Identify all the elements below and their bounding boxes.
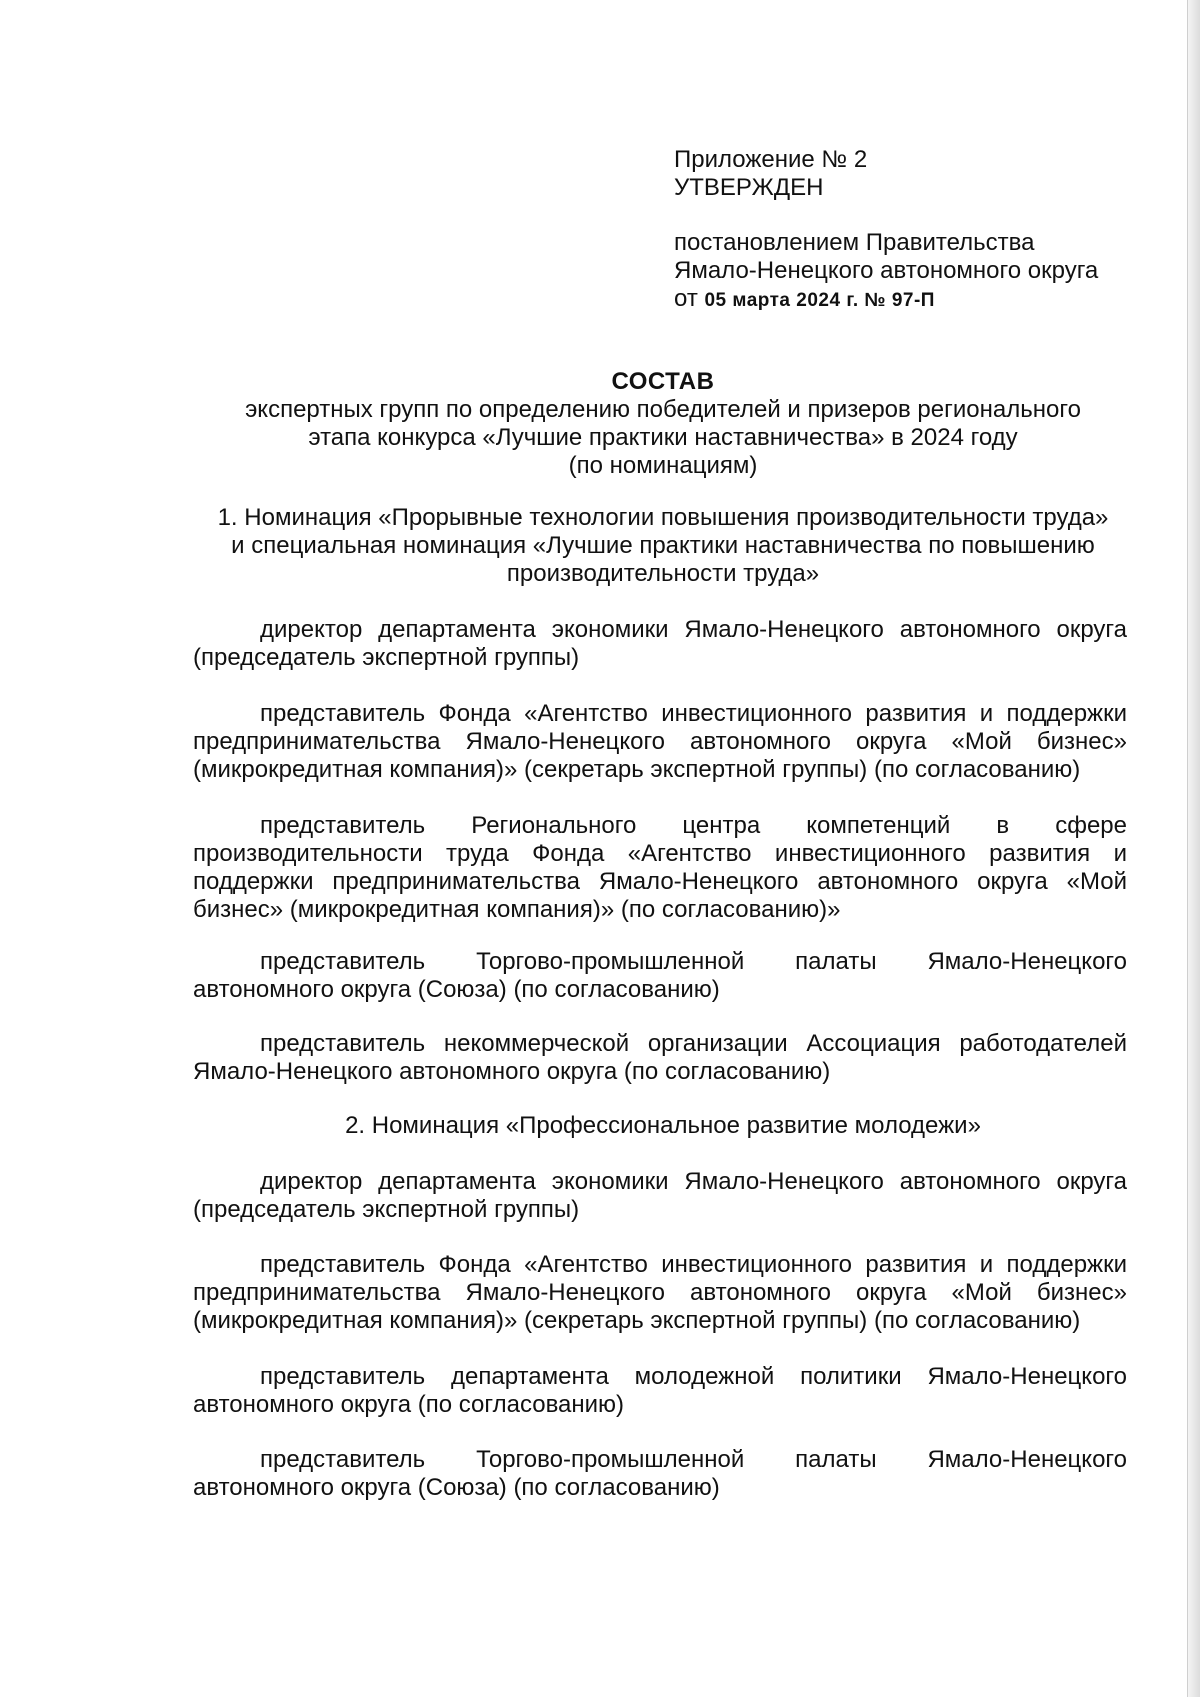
approval-status: УТВЕРЖДЕН (674, 174, 824, 201)
approval-date-prefix: от (674, 285, 705, 312)
section-2-heading: 2. Номинация «Профессиональное развитие молодежи» (345, 1112, 981, 1139)
approval-date-number: 05 марта 2024 г. № 97-П (704, 290, 935, 311)
section-1-member-5: представитель некоммерческой организации Ассоциация работодателей Ямало-Ненецкого автономного округа (по согласованию) (193, 1030, 1127, 1085)
approval-resolution: постановлением Правительства (674, 229, 1035, 256)
section-2-member-2: представитель Фонда «Агентство инвестиционного развития и поддержки предпринимательства Ямало-Ненецкого автономного округа «Мой бизнес» (микрокредитная компания)» (секретарь экспертной группы) (по согласованию) (193, 1251, 1127, 1334)
section-1-member-1: директор департамента экономики Ямало-Ненецкого автономного округа (председатель экспертной группы) (193, 616, 1127, 671)
section-1-heading: 1. Номинация «Прорывные технологии повышения производительности труда» и специальная номинация «Лучшие практики наставничества по повышению производительности труда» (217, 504, 1109, 587)
page-edge-shadow (1187, 0, 1200, 1697)
section-1-member-3: представитель Регионального центра компетенций в сфере производительности труда Фонда «Агентство инвестиционного развития и поддержки предпринимательства Ямало-Ненецкого автономного округа «Мой бизнес» (микрокредитная компания)» (по согласованию)» (193, 812, 1127, 923)
document-title: СОСТАВ (611, 368, 715, 395)
approval-date-line (674, 285, 1144, 315)
document-subtitle-line3: (по номинациям) (568, 452, 758, 479)
approval-authority: Ямало-Ненецкого автономного округа (674, 257, 1099, 284)
document-subtitle-line1: экспертных групп по определению победителей и призеров регионального (245, 396, 1081, 423)
section-1-member-4: представитель Торгово-промышленной палаты Ямало-Ненецкого автономного округа (Союза) (по согласованию) (193, 948, 1127, 1003)
appendix-number: Приложение № 2 (674, 146, 868, 173)
section-2-member-4: представитель Торгово-промышленной палаты Ямало-Ненецкого автономного округа (Союза) (по согласованию) (193, 1446, 1127, 1501)
document-title-block (193, 368, 1133, 480)
section-1-member-2: представитель Фонда «Агентство инвестиционного развития и поддержки предпринимательства Ямало-Ненецкого автономного округа «Мой бизнес» (микрокредитная компания)» (секретарь экспертной группы) (по согласованию) (193, 700, 1127, 783)
appendix-approval-block (674, 146, 1144, 315)
section-2-member-1: директор департамента экономики Ямало-Ненецкого автономного округа (председатель экспертной группы) (193, 1168, 1127, 1223)
section-2-member-3: представитель департамента молодежной политики Ямало-Ненецкого автономного округа (по согласованию) (193, 1363, 1127, 1418)
document-subtitle-line2: этапа конкурса «Лучшие практики наставничества» в 2024 году (308, 424, 1018, 451)
